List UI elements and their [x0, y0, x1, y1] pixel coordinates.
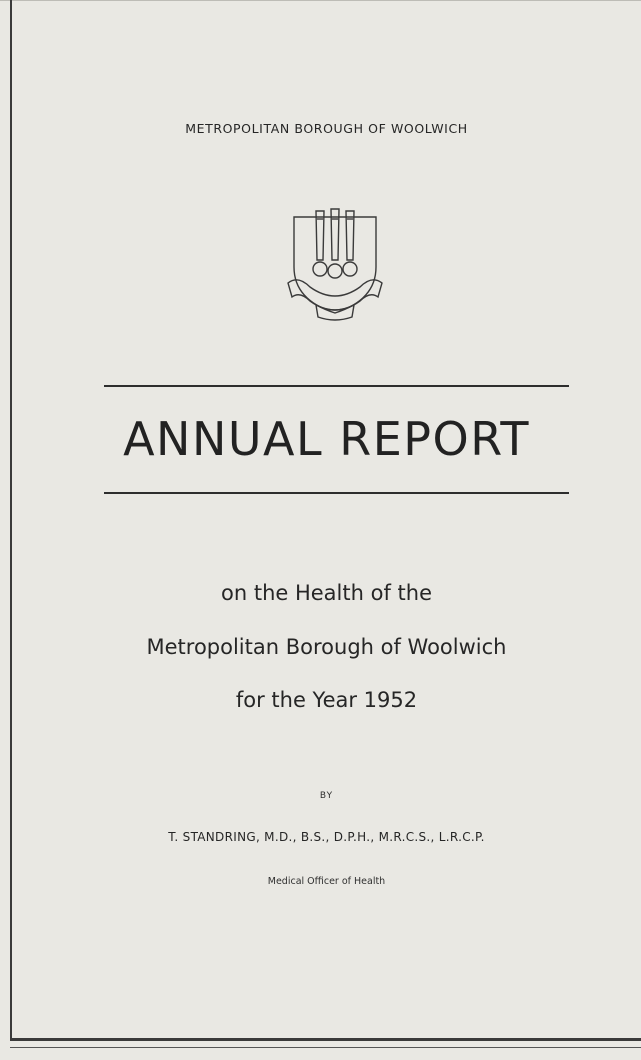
- title-bottom-rule: [104, 492, 569, 494]
- borough-header: METROPOLITAN BOROUGH OF WOOLWICH: [185, 121, 468, 136]
- page-top-edge: [0, 0, 641, 1]
- subtitle-line-1: on the Health of the: [221, 581, 432, 605]
- borough-coat-of-arms-icon: [286, 205, 384, 325]
- author-credentials: T. STANDRING, M.D., B.S., D.P.H., M.R.C.S., L.R.C.P.: [168, 830, 485, 844]
- title-top-rule: [104, 385, 569, 387]
- subtitle-line-2: Metropolitan Borough of Woolwich: [146, 635, 507, 659]
- subtitle-line-3: for the Year 1952: [235, 688, 418, 712]
- report-title: ANNUAL REPORT: [123, 412, 530, 466]
- page-bottom-border: [10, 1038, 641, 1041]
- page-bottom-border-secondary: [10, 1047, 641, 1048]
- author-role: Medical Officer of Health: [267, 876, 386, 887]
- by-label: BY: [319, 791, 334, 801]
